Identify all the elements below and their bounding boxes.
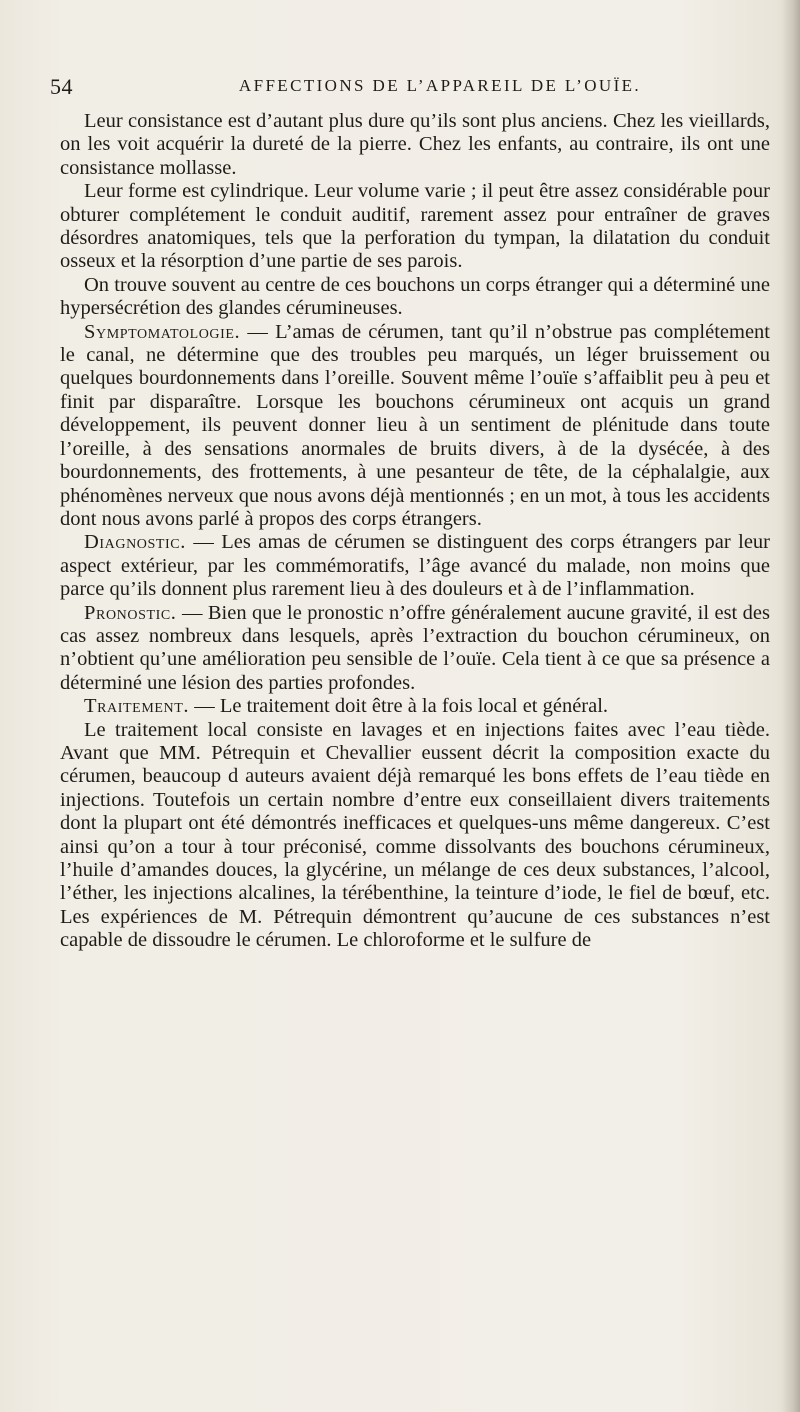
paragraph-text: — Le traitement doit être à la fois local et général. [189,695,609,718]
paragraph-text: Leur consistance est d’autant plus dure qu’ils sont plus anciens. Chez les vieillards, on les voit acquérir la dureté de la pierre. Chez les enfants, au contraire, ils ont une consistance mollasse. [60,110,770,179]
section-diagnostic [60,531,770,601]
page-number: 54 [50,74,73,99]
paragraph [60,110,770,180]
section-heading: Diagnostic. [84,531,186,554]
page-header [50,74,750,104]
paragraph-text: — Bien que le pronostic n’offre généralement aucune gravité, il est des cas assez nombreux dans lesquels, après l’extraction du bouchon cérumineux, on n’obtient qu’une amélioration peu sensible de l’ouïe. Cela tient à ce que sa présence a déterminé une lésion des parties profondes. [60,601,770,694]
page-body [60,110,770,953]
paragraph-text: — L’amas de cérumen, tant qu’il n’obstrue pas complétement le canal, ne détermine que des troubles peu marqués, un léger bruissement ou quelques bourdonnements dans l’oreille. Souvent même l’ouïe s’affaiblit peu à peu et finit par disparaître. Lorsque les bouchons cérumineux ont acquis un grand développement, ils peuvent donner lieu à un sentiment de plénitude dans toute l’oreille, à des sensations anormales de bruits divers, à de la dysécée, à des bourdonnements, des frottements, à une pesanteur de tête, de la céphalalgie, aux phénomènes nerveux que nous avons déjà mentionnés ; en un mot, à tous les accidents dont nous avons parlé à propos des corps étrangers. [60,320,770,530]
paragraph-text: — Les amas de cérumen se distinguent des corps étrangers par leur aspect extérieur, par les commémoratifs, l’âge avancé du malade, non moins que parce qu’ils donnent plus rarement lieu à des douleurs et à de l’inflammation. [60,531,770,601]
section-pronostic [60,602,770,696]
paragraph [60,719,770,953]
section-symptomatologie [60,321,770,532]
running-head: AFFECTIONS DE L’APPAREIL DE L’OUÏE. [238,76,642,95]
paragraph [60,274,770,321]
paragraph-text: Leur forme est cylindrique. Leur volume varie ; il peut être assez considérable pour obturer complétement le conduit auditif, rarement assez pour entraîner de graves désordres anatomiques, tels que la perforation du tympan, la dilatation du conduit osseux et la résorption d’une partie de ses parois. [60,180,770,273]
paragraph-text: On trouve souvent au centre de ces bouchons un corps étranger qui a déterminé une hypersécrétion des glandes cérumineuses. [60,273,770,320]
paragraph-text: Le traitement local consiste en lavages et en injections faites avec l’eau tiède. Avant que MM. Pétrequin et Chevallier eussent décrit la composition exacte du cérumen, beaucoup d auteurs avaient déjà remarqué les bons effets de l’eau tiède en injections. Toutefois un certain nombre d’entre eux conseillaient divers traitements dont la plupart ont été démontrés inefficaces et quelques-uns même dangereux. C’est ainsi qu’on a tour à tour préconisé, comme dissolvants des bouchons cérumineux, l’huile d’amandes douces, la glycérine, un mélange de ces deux substances, l’alcool, l’éther, les injections alcalines, la térébenthine, la teinture d’iode, le fiel de bœuf, etc. Les expériences de M. Pétrequin démontrent qu’aucune de ces substances n’est capable de dissoudre le cérumen. Le chloroforme et le sulfure de [60,718,770,952]
section-heading: Symptomatologie. [84,320,241,343]
section-traitement [60,695,770,718]
paragraph [60,180,770,274]
section-heading: Traitement. [84,695,190,718]
section-heading: Pronostic. [84,601,177,624]
page-edge-shadow [782,0,800,1412]
